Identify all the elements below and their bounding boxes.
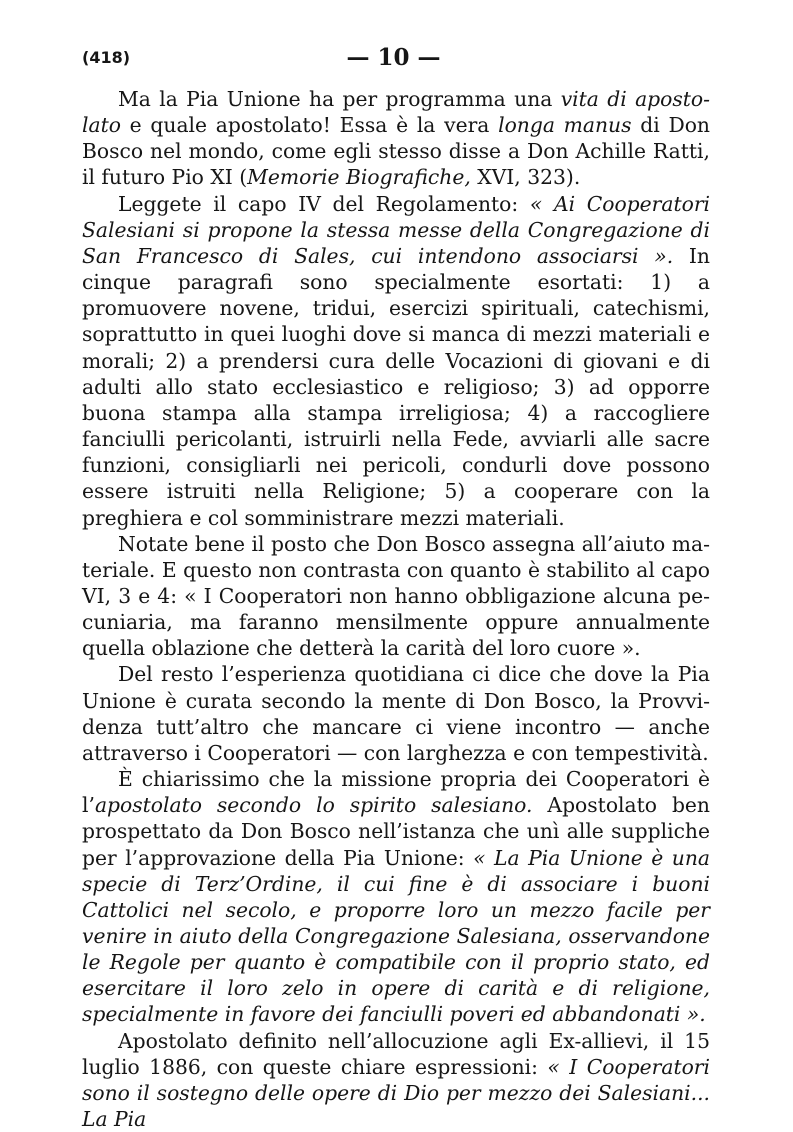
text-run: È chiarissimo che la missione propria dei Cooperatori è l’ <box>82 767 710 818</box>
page-number: — 10 — <box>346 44 441 71</box>
paragraph <box>82 766 710 1028</box>
text-run: In cinque paragrafi sono specialmente esortati: 1) a promuovere novene, tridui, esercizi spirituali, catechismi, soprattutto in quei luoghi dove si manca di mezzi materiali e morali; 2) a prendersi cura delle Vocazioni di giovani e di adulti allo stato ecclesiastico e religioso; 3) ad opporre buona stampa alla stampa irreligiosa; 4) a raccogliere fanciulli pericolanti, istruirli nella Fede, avviarli alle sacre funzioni, consigliarli nei pericoli, condurli dove possono essere istruiti nella Religione; 5) a cooperare con la preghiera e col somministrare mezzi materiali. <box>82 243 710 530</box>
text-run: Apostolato definito nell’allocuzione agli Ex-allievi, il 15 luglio 1886, con queste chiare espressioni: <box>82 1028 710 1079</box>
text-run: Del resto l’esperienza quotidiana ci dice che dove la Pia Unione è curata secondo la mente di Don Bosco, la Provvidenza tutt’altro che mancare ci viene incontro — anche attraverso i Cooperatori — con larghezza e con tempestività. <box>82 662 710 765</box>
italic-run: apostolato secondo lo spirito salesiano. <box>94 793 533 818</box>
text-run: Ma la Pia Unione ha per programma una <box>118 87 561 111</box>
paragraph <box>82 531 710 662</box>
paragraph <box>82 86 710 191</box>
catalog-number: (418) <box>82 48 131 67</box>
text-run: Notate bene il posto che Don Bosco assegna all’aiuto materiale. E questo non contrasta con quanto è stabilito al capo VI, 3 e 4: « I Cooperatori non hanno obbligazione alcuna pecuniaria, ma faranno mensilmente oppure annualmente quella oblazione che detterà la carità del loro cuore ». <box>82 531 710 661</box>
paragraph <box>82 1028 710 1132</box>
page-header <box>82 44 705 72</box>
paragraph <box>82 191 710 531</box>
text-run: e quale apostolato! Essa è la vera <box>120 113 499 138</box>
italic-run: vita di apostolato <box>82 87 710 138</box>
text-run: Apostolato ben prospettato da Don Bosco nell’istanza che unì alle suppliche per l’approvazione della Pia Unione: <box>82 793 710 870</box>
italic-run: « La Pia Unione è una specie di Terz’Ordine, il cui fine è di associare i buoni Cattolici nel secolo, e proporre loro un mezzo facile per venire in aiuto della Congregazione Salesiana, osservandone le Regole per quanto è compatibile con il proprio stato, ed esercitare il loro zelo in opere di carità e di religione, specialmente in favore dei fanciulli poveri ed abbandonati ». <box>82 845 711 1027</box>
text-run: di Don Bosco nel mondo, come egli stesso disse a Don Achille Ratti, il futuro Pio XI ( <box>82 113 710 190</box>
text-run: XVI, 323). <box>470 165 581 190</box>
text-run: Leggete il capo IV del Regolamento: <box>118 191 530 216</box>
body-text <box>82 86 710 1132</box>
italic-run: « I Cooperatori sono il sostegno delle opere di Dio per mezzo dei Salesiani... La Pia <box>82 1054 710 1132</box>
italic-run: longa manus <box>498 113 632 138</box>
italic-run: « Ai Cooperatori Salesiani si propone la stessa messe della Congregazione di San Francesco di Sales, cui intendono associarsi ». <box>82 191 710 268</box>
paragraph <box>82 661 710 766</box>
italic-run: Memorie Biografiche, <box>247 165 471 190</box>
